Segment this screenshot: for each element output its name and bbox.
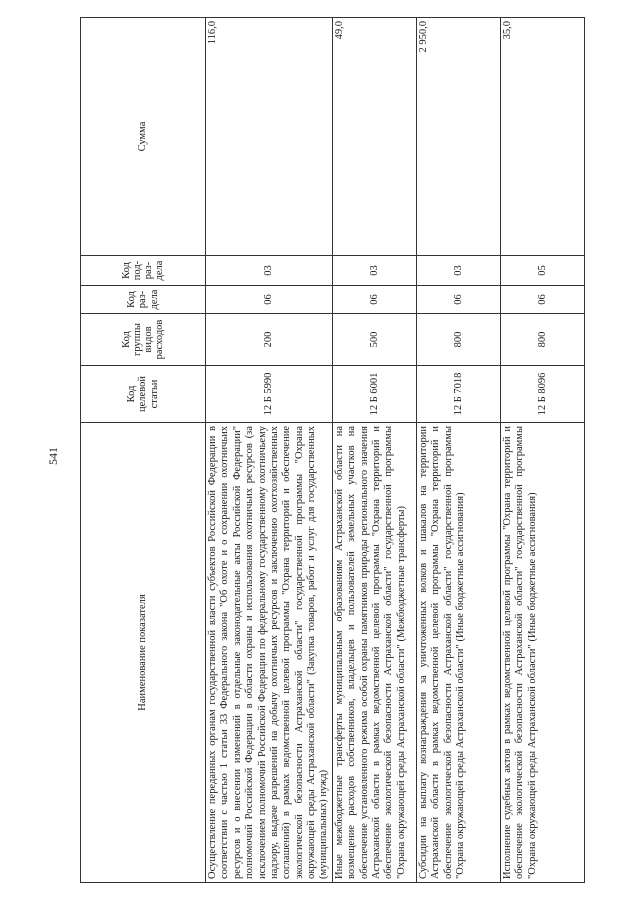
header-amount: Сумма [81, 18, 206, 256]
row-amount: 49,0 [332, 18, 416, 256]
row-section-code: 06 [332, 286, 416, 314]
row-description: Исполнение судебных актов в рамках ведомственной целевой программы "Охрана территорий и обеспечение экологической безопасности Астраханской области" государственной программы "Охрана окружающей среды Астраханской области" (Иные бюджетные ассигнования) [500, 423, 584, 883]
header-target-code: Код целевой статьи [81, 366, 206, 423]
table-row [500, 18, 584, 883]
row-group-code: 200 [206, 314, 333, 366]
page-number: 541 [46, 447, 60, 465]
row-target-code: 12 Б 6001 [332, 366, 416, 423]
row-target-code: 12 Б 7018 [416, 366, 500, 423]
header-row [81, 18, 206, 883]
row-subsection-code: 03 [416, 256, 500, 286]
row-group-code: 500 [332, 314, 416, 366]
table-row [206, 18, 333, 883]
row-amount: 35,0 [500, 18, 584, 256]
table-row [416, 18, 500, 883]
row-description: Осуществление переданных органам государственной власти субъектов Российской Федерации в соответствии с частью 1 статьи 33 Федерального закона "Об охоте и о сохранении охотничьих ресурсов и о внесении изменений в отдельные законодательные акты Российской Федерации" полномочий Российской Федерации в области охраны и использования охотничьих ресурсов (за исключением полномочий Российской Федерации по федеральному государственному охотничьему надзору, выдаче разрешений на добычу охотничьих ресурсов и заключению охотхозяйственных соглашений) в рамках ведомственной целевой программы "Охрана территорий и обеспечение экологической безопасности Астраханской области" государственной программы "Охрана окружающей среды Астраханской области" (Закупка товаров, работ и услуг для государственных (муниципальных) нужд) [206, 423, 333, 883]
header-subsection-code: Код под-раз-дела [81, 256, 206, 286]
header-group-code: Код группы видов расходов [81, 314, 206, 366]
row-amount: 2 950,0 [416, 18, 500, 256]
row-section-code: 06 [500, 286, 584, 314]
header-section-code: Код раз-дела [81, 286, 206, 314]
header-name: Наименование показателя [81, 423, 206, 883]
table-row [332, 18, 416, 883]
row-group-code: 800 [416, 314, 500, 366]
row-section-code: 06 [416, 286, 500, 314]
row-amount: 116,0 [206, 18, 333, 256]
row-description: Субсидии на выплату вознаграждения за уничтоженных волков и шакалов на территории Астраханской области в рамках ведомственной целевой программы "Охрана территорий и обеспечение экологической безопасности Астраханской области" государственной программы "Охрана окружающей среды Астраханской области" (Иные бюджетные ассигнования) [416, 423, 500, 883]
row-subsection-code: 05 [500, 256, 584, 286]
budget-table [80, 17, 585, 883]
row-subsection-code: 03 [206, 256, 333, 286]
row-target-code: 12 Б 8096 [500, 366, 584, 423]
row-subsection-code: 03 [332, 256, 416, 286]
row-section-code: 06 [206, 286, 333, 314]
row-description: Иные межбюджетные трансферты муниципальным образованиям Астраханской области на возмещение расходов собственников, владельцев и пользователей земельных участков на обеспечение установленного режима особой охраны памятников природы регионального значения Астраханской области в рамках ведомственной целевой программы "Охрана территорий и обеспечение экологической безопасности Астраханской области" государственной программы "Охрана окружающей среды Астраханской области" (Межбюджетные трансферты) [332, 423, 416, 883]
row-group-code: 800 [500, 314, 584, 366]
row-target-code: 12 Б 5990 [206, 366, 333, 423]
